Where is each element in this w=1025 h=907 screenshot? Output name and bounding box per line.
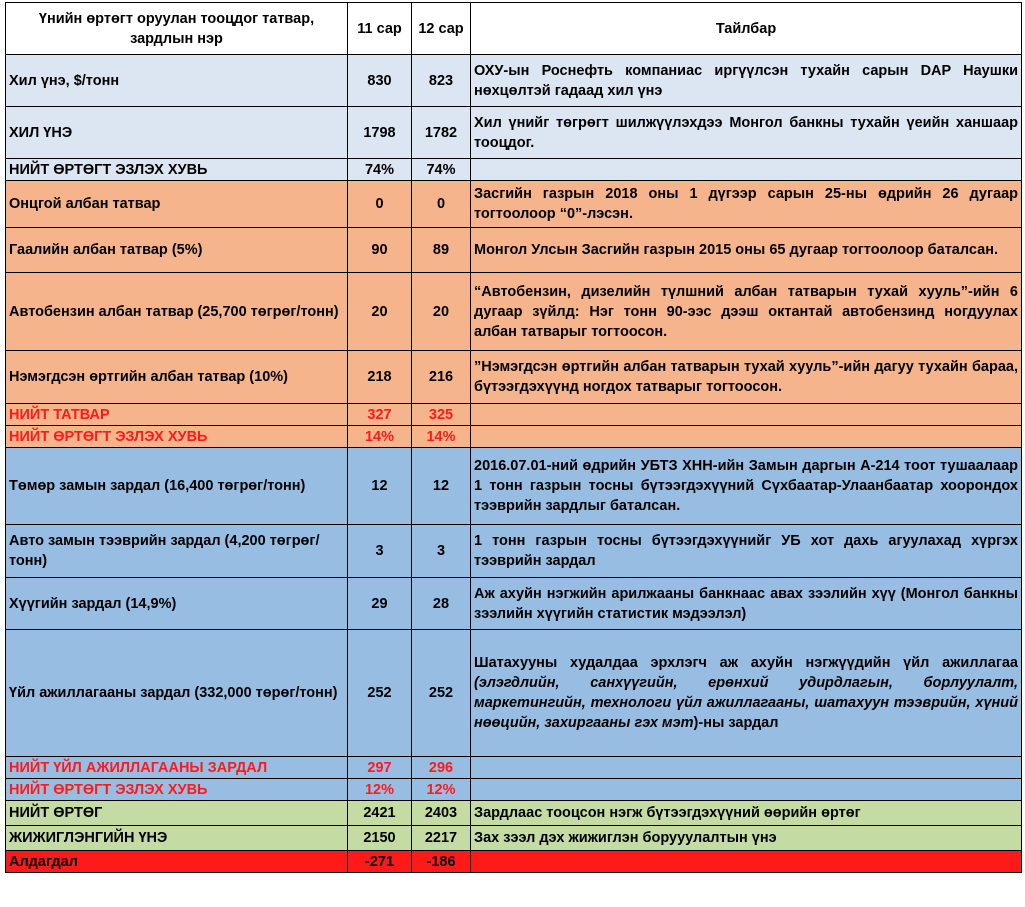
row-dec: 823: [412, 55, 471, 107]
table-row: [6, 448, 1022, 525]
row-note: ”Нэмэгдсэн өртгийн албан татварын тухай хууль”-ийн дагуу тухайн бараа, бүтээгдэхүүнд ногдох татварыг тогтоосон.: [471, 351, 1022, 404]
table-row: [6, 779, 1022, 801]
row-dec: 20: [412, 273, 471, 351]
row-nov: 218: [348, 351, 412, 404]
note-text-c: )-ны зардал: [693, 715, 779, 731]
row-dec: 325: [412, 404, 471, 426]
table-row: [6, 757, 1022, 779]
row-note: [471, 779, 1022, 801]
row-dec: 2217: [412, 826, 471, 851]
row-name: Үйл ажиллагааны зардал (332,000 төрөг/тонн): [6, 630, 348, 757]
row-nov: 297: [348, 757, 412, 779]
row-dec: 28: [412, 578, 471, 630]
table-row: [6, 351, 1022, 404]
table-row: [6, 55, 1022, 107]
row-dec: 12: [412, 448, 471, 525]
header-nov: 11 сар: [348, 3, 412, 55]
row-nov: 830: [348, 55, 412, 107]
row-dec: 1782: [412, 107, 471, 159]
row-name: ХИЛ ҮНЭ: [6, 107, 348, 159]
row-nov: 12: [348, 448, 412, 525]
row-note: Аж ахуйн нэгжийн арилжааны банкнаас авах зээлийн хүү (Монгол банкны зээлийн хүүгийн статистик мэдээлэл): [471, 578, 1022, 630]
table-row: [6, 181, 1022, 228]
row-name: НИЙТ ӨРТӨГТ ЭЗЛЭХ ХУВЬ: [6, 426, 348, 448]
row-name: Хүүгийн зардал (14,9%): [6, 578, 348, 630]
row-note: “Автобензин, дизелийн түлшний албан татварын тухай хууль”-ийн 6 дугаар зүйлд: Нэг тонн 90-ээс дээш октантай автобензинд ногдуулах албан татварыг тогтоосон.: [471, 273, 1022, 351]
note-text-a: Шатахууны худалдаа эрхлэгч аж ахуйн нэгжүүдийн үйл ажиллагаа: [474, 655, 1018, 671]
table-row: [6, 426, 1022, 448]
header-name: Үнийн өртөгт оруулан тооцдог татвар, зардлын нэр: [6, 3, 348, 55]
table-row: [6, 801, 1022, 826]
row-nov: 3: [348, 525, 412, 578]
row-note: [471, 757, 1022, 779]
row-name: НИЙТ ТАТВАР: [6, 404, 348, 426]
row-note: Засгийн газрын 2018 оны 1 дүгээр сарын 25-ны өдрийн 26 дугаар тогтоолоор “0”-лэсэн.: [471, 181, 1022, 228]
header-dec: 12 сар: [412, 3, 471, 55]
row-note: 2016.07.01-ний өдрийн УБТЗ ХНН-ийн Замын даргын А-214 тоот тушаалаар 1 тонн газрын тосны бүтээгдэхүүний Сүхбаатар-Улаанбаатар хоорондох тээврийн зардлыг баталсан.: [471, 448, 1022, 525]
table-row: [6, 630, 1022, 757]
row-name: Нэмэгдсэн өртгийн албан татвар (10%): [6, 351, 348, 404]
row-note: [471, 426, 1022, 448]
row-nov: 74%: [348, 159, 412, 181]
row-dec: 89: [412, 228, 471, 273]
table-row: [6, 851, 1022, 873]
row-name: Хил үнэ, $/тонн: [6, 55, 348, 107]
table-header-row: [6, 3, 1022, 55]
row-name: Гаалийн албан татвар (5%): [6, 228, 348, 273]
row-note: [471, 851, 1022, 873]
row-nov: 2150: [348, 826, 412, 851]
table-row: [6, 273, 1022, 351]
row-name: НИЙТ ӨРТӨГ: [6, 801, 348, 826]
row-note: 1 тонн газрын тосны бүтээгдэхүүнийг УБ хот дахь агуулахад хүргэх тээврийн зардал: [471, 525, 1022, 578]
row-dec: 12%: [412, 779, 471, 801]
row-nov: 252: [348, 630, 412, 757]
row-nov: 14%: [348, 426, 412, 448]
table-row: [6, 107, 1022, 159]
row-nov: 20: [348, 273, 412, 351]
row-dec: 74%: [412, 159, 471, 181]
fuel-cost-table: [5, 2, 1022, 873]
row-name: Авто замын тээврийн зардал (4,200 төгрөг/тонн): [6, 525, 348, 578]
row-dec: 3: [412, 525, 471, 578]
row-nov: 90: [348, 228, 412, 273]
row-dec: 216: [412, 351, 471, 404]
row-note: [471, 630, 1022, 757]
row-note: Хил үнийг төгрөгт шилжүүлэхдээ Монгол банкны тухайн үеийн ханшаар тооцдог.: [471, 107, 1022, 159]
row-name: НИЙТ ҮЙЛ АЖИЛЛАГААНЫ ЗАРДАЛ: [6, 757, 348, 779]
row-nov: 2421: [348, 801, 412, 826]
table-row: [6, 159, 1022, 181]
row-name: Алдагдал: [6, 851, 348, 873]
row-note: ОХУ-ын Роснефть компаниас иргүүлсэн тухайн сарын DAP Наушки нөхцөлтэй гадаад хил үнэ: [471, 55, 1022, 107]
row-dec: 14%: [412, 426, 471, 448]
row-name: ЖИЖИГЛЭНГИЙН ҮНЭ: [6, 826, 348, 851]
row-dec: 2403: [412, 801, 471, 826]
table-row: [6, 404, 1022, 426]
row-note: Зардлаас тооцсон нэгж бүтээгдэхүүний өөрийн өртөг: [471, 801, 1022, 826]
row-nov: -271: [348, 851, 412, 873]
header-note: Тайлбар: [471, 3, 1022, 55]
row-nov: 12%: [348, 779, 412, 801]
row-note: Монгол Улсын Засгийн газрын 2015 оны 65 дугаар тогтоолоор баталсан.: [471, 228, 1022, 273]
row-note: [471, 159, 1022, 181]
row-note: [471, 404, 1022, 426]
row-name: Автобензин албан татвар (25,700 төгрөг/тонн): [6, 273, 348, 351]
row-name: НИЙТ ӨРТӨГТ ЭЗЛЭХ ХУВЬ: [6, 779, 348, 801]
row-dec: 296: [412, 757, 471, 779]
row-nov: 327: [348, 404, 412, 426]
note-text-italic: (элэгдлийн, санхүүгийн, ерөнхий удирдлагын, борлуулалт, маркетингийн, технологи үйл ажиллагааны, шатахуун тээврийн, хүний нөөцийн, захиргааны гэх мэт: [474, 675, 1018, 731]
row-dec: -186: [412, 851, 471, 873]
table-row: [6, 826, 1022, 851]
table-row: [6, 525, 1022, 578]
row-nov: 29: [348, 578, 412, 630]
row-note: Зах зээл дэх жижиглэн борууулалтын үнэ: [471, 826, 1022, 851]
row-name: Онцгой албан татвар: [6, 181, 348, 228]
row-nov: 0: [348, 181, 412, 228]
row-name: НИЙТ ӨРТӨГТ ЭЗЛЭХ ХУВЬ: [6, 159, 348, 181]
row-name: Төмөр замын зардал (16,400 төгрөг/тонн): [6, 448, 348, 525]
table-row: [6, 228, 1022, 273]
table-row: [6, 578, 1022, 630]
row-dec: 252: [412, 630, 471, 757]
row-nov: 1798: [348, 107, 412, 159]
row-dec: 0: [412, 181, 471, 228]
